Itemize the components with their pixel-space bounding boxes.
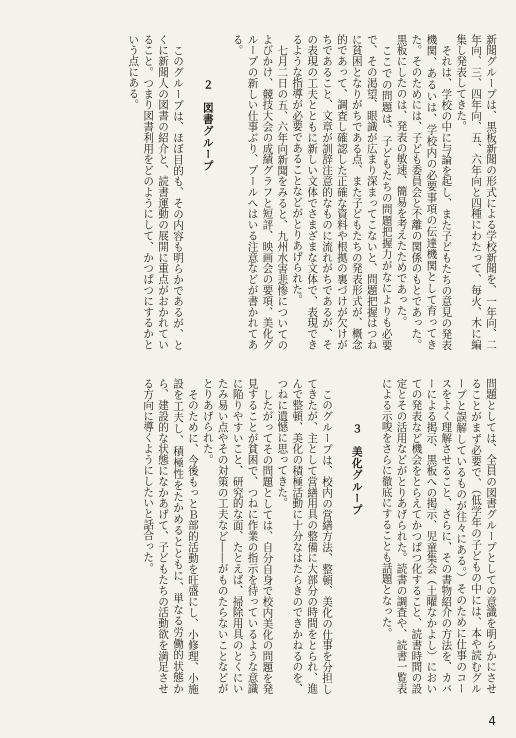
spacer [364, 378, 379, 694]
lower-text-block [14, 378, 498, 694]
paragraph: そのために、今後もっとＢ部的活動を旺盛にし、小修理、小施設を工夫し、積極性をたかめるとともに、単なる労働的状態から、建設的な状態になかあげて、子どもたちの活動欲を満足させる方向に導くようにしたいと話合った。 [142, 378, 199, 694]
section-heading: ３ 美化グループ [350, 422, 363, 516]
section-heading: ２ 図書グループ [201, 78, 214, 172]
paragraph: それは、学校の中に与論を起し、また子どもたちの意見の発表機関、あるいは、学校内の必要事項の伝達機関として育ってきた。そのためには、子ども委員会と不離の関係のもとであった。黒板にしたのは、発表の敏速、簡易を考えたためであった。 [395, 34, 453, 350]
paragraph: このグループは、校内の営繕方法、整頓、美化の仕事を分担してきたが、主として営繕用具の整備に大部分の時間をとられ、進んで整頓、美化の積極活動に十分なはたらきのできかねるのを、つねに遺憾に思ってきた。 [276, 378, 334, 694]
paragraph: 問題としては、全員の図書グループとしての意識を明らかにさせることがまず必要で、（低学年の子どもの中には、本や読むグループと誤解しているものが往々にある。）そのために仕事のコースをよく理解させること、さらに、その書物紹介の方法を、カバーによる掲示、黒板への掲示、児童集会（土曜なかよし）においての発表など機会をとらえてかつぱつ化すること、読書時間の設定とその活用などがとりあげられた。読書の調査や、読書一覧表による示唆をさらに徹底にすることも話題となった。 [380, 378, 497, 694]
spacer [215, 34, 230, 350]
page-number: 4 [488, 714, 496, 728]
paragraph: 新聞グループは、黒板新聞の形式による学校新聞を、一年向、二年向、三、四年向、五、六年向と四種にわたって、毎火、木に編集し発表してきた。 [455, 34, 497, 350]
paragraph: ここでの問題は、子どもたちの問題把握力がなによりも必要で、その渇望、眼識が広まり深まってこないと、問題把握はつねに貧困となりがちである点、また子どもたちの発表形式が、概念的であって、調査し確認した正確な資料や根拠の裏づけが欠けがちであること、文章が訓辞注意的なものに流れがちであるが、その表現の工夫とともに新しい文体でさまざまな文体で、表現できるような指導が必要であることなどがとりあげられた。 [291, 34, 393, 350]
spacer [334, 378, 349, 694]
paragraph: したがってその問題としては、自分自身で校内美化の問題を発見することが貧困で、つねに作業の指示を待っているような意識に陥りやすいこと、研究的な面、たとえば、掃除用具のとくにいたみ易い点やその対策の工夫など――がものたらないことなどがとりあげられた。 [201, 378, 274, 694]
upper-text-block [14, 34, 498, 350]
paragraph: このグループは、ほぼ目的も、その内容も明らかであるが、とくに新聞人の図書の紹介と、読書運動の展開に重点がおかれていること。つまり図書利用をどのようにして、かつぱつにするかという点にある。 [127, 34, 184, 350]
paragraph: 七月二日の五、六年向新聞をみると、九州水害悲惨についてのよびかけ、競技大会の成績グラフと短評、映画会の要項、美化グループの新しい仕事ぶり、プールへはいる注意などが書かれてある。 [231, 34, 289, 350]
spacer [185, 34, 200, 350]
